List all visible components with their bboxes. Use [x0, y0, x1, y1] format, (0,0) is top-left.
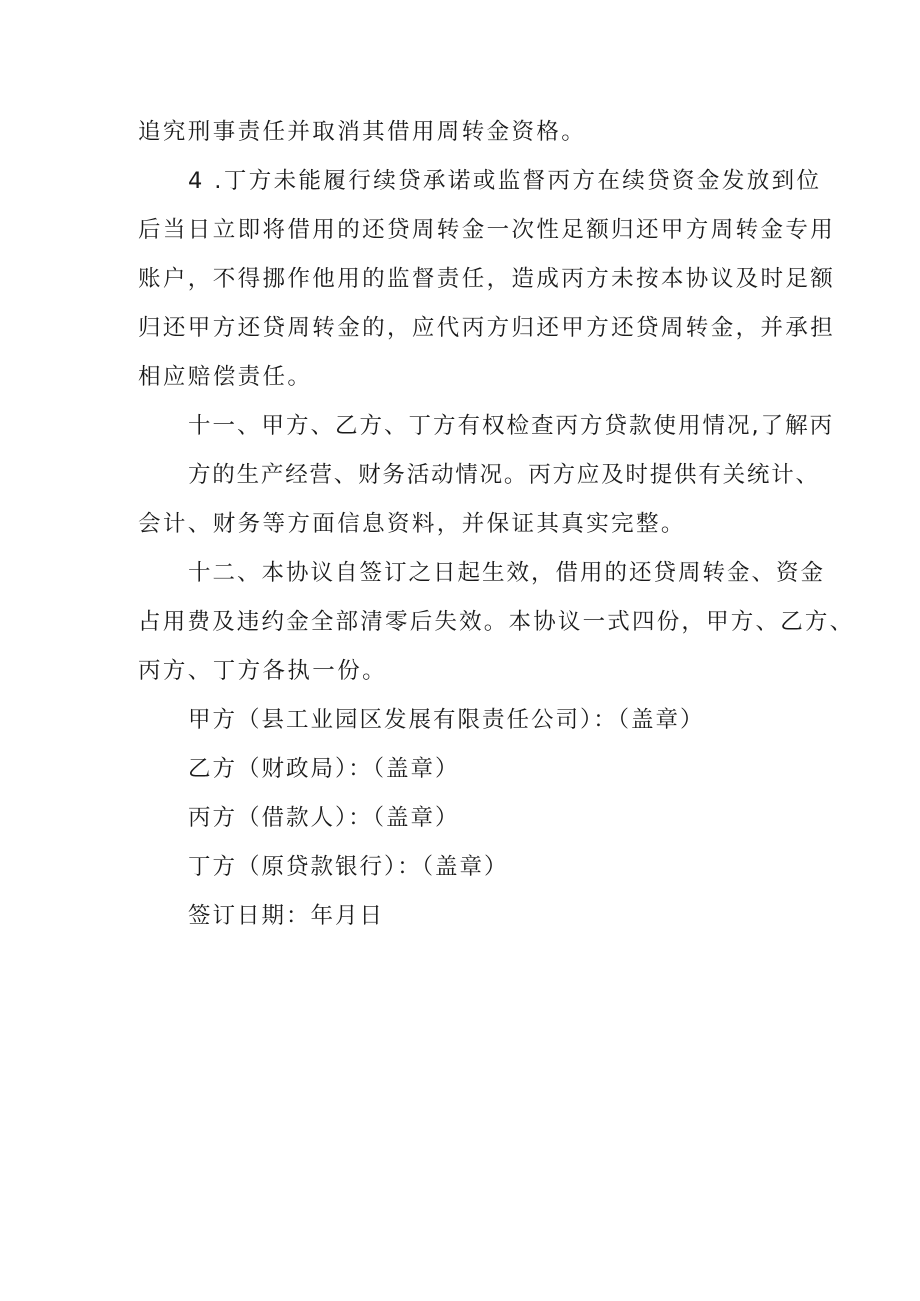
paragraph-line-8: 方的生产经营、财务活动情况。丙方应及时提供有关统计、	[188, 462, 820, 488]
signature-party-c: 丙方（借款人）：（盖章）	[188, 805, 460, 831]
paragraph-line-1: 追究刑事责任并取消其借用周转金资格。	[138, 119, 587, 145]
paragraph-line-4: 账户，不得挪作他用的监督责任，造成丙方未按本协议及时足额	[138, 266, 836, 292]
signature-party-a: 甲方（县工业园区发展有限责任公司）：（盖章）	[188, 707, 705, 733]
paragraph-line-2: 4 .丁方未能履行续贷承诺或监督丙方在续贷资金发放到位	[188, 168, 822, 194]
paragraph-line-5: 归还甲方还贷周转金的，应代丙方归还甲方还贷周转金，并承担	[138, 315, 836, 341]
paragraph-line-9: 会计、财务等方面信息资料，并保证其真实完整。	[138, 511, 686, 537]
signing-date: 签订日期：年月日	[188, 903, 385, 929]
paragraph-line-12: 丙方、丁方各执一份。	[138, 658, 388, 684]
paragraph-line-6: 相应赔偿责任。	[138, 364, 313, 390]
paragraph-line-7: 十一、甲方、乙方、丁方有权检查丙方贷款使用情况,了解丙	[188, 413, 835, 439]
signature-party-d: 丁方（原贷款银行）：（盖章）	[188, 854, 509, 880]
signature-party-b: 乙方（财政局）：（盖章）	[188, 756, 460, 782]
paragraph-line-3: 后当日立即将借用的还贷周转金一次性足额归还甲方周转金专用	[138, 217, 836, 243]
paragraph-line-11: 占用费及违约金全部清零后失效。本协议一式四份，甲方、乙方、	[138, 609, 855, 635]
paragraph-line-10: 十二、本协议自签订之日起生效，借用的还贷周转金、资金	[188, 560, 826, 586]
